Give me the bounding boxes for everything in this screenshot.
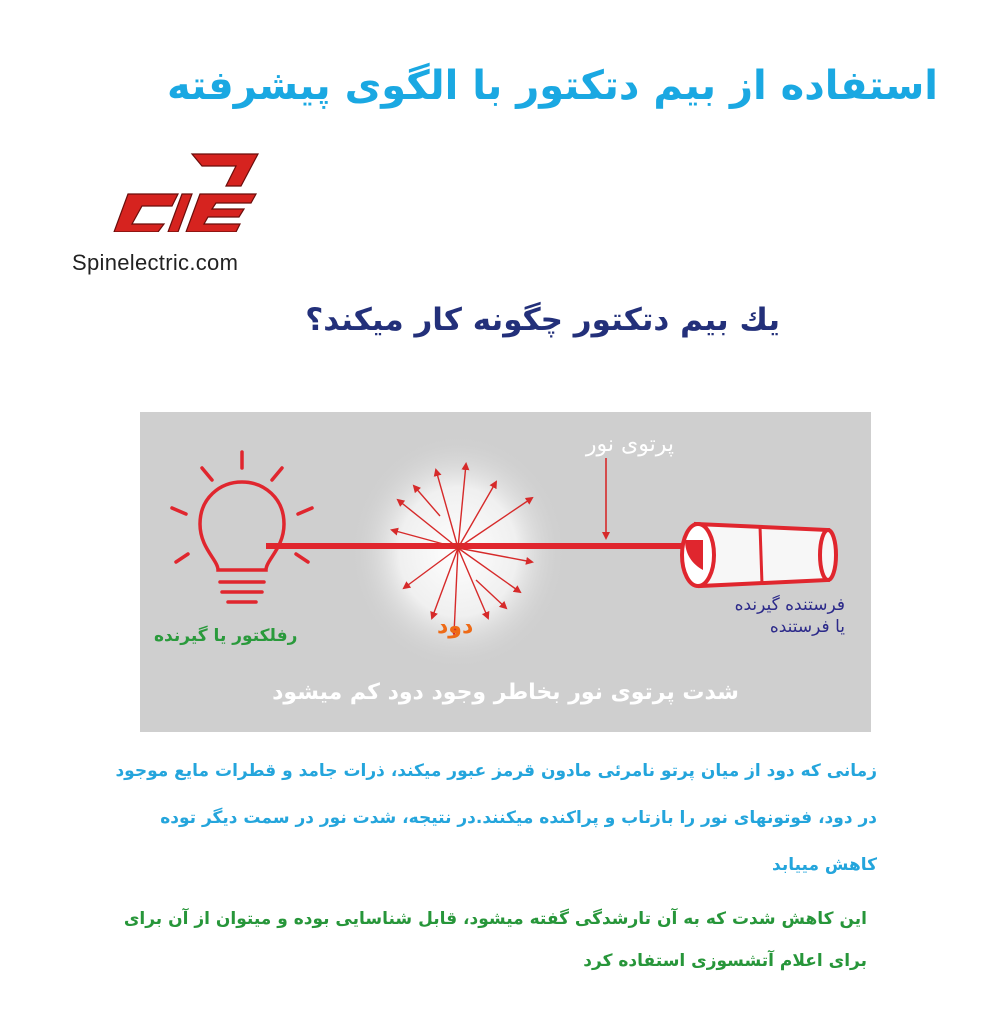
beam-detector-diagram: [140, 412, 871, 732]
beam-label: پرتوی نور: [585, 432, 674, 457]
paragraph-obscuration: [107, 898, 867, 982]
paragraph1-line3: کاهش مییابد: [772, 855, 877, 875]
receiver-label-line1: فرستنده گیرنده: [734, 595, 845, 615]
subtitle: يك بيم دتكتور چگونه كار ميكند؟: [305, 302, 780, 338]
transmitter-receiver-label: [735, 594, 845, 638]
page-title: استفاده از بیم دتکتور با الگوی پیشرفته: [166, 63, 938, 109]
company-logo: [108, 152, 268, 232]
paragraph1-line1: زمانی که دود از میان پرتو نامرئی مادون قرمز عبور میکند، ذرات جامد و قطرات مایع موجود: [115, 761, 877, 781]
paragraph1-line2: در دود، فوتونهای نور را بازتاب و پراکنده میکنند.در نتیجه، شدت نور در سمت دیگر توده: [160, 808, 877, 828]
paragraph-scattering: [117, 748, 877, 889]
paragraph2-line2: برای اعلام آتشسوزی استفاده کرد: [583, 951, 867, 971]
lightbulb-icon: [172, 452, 312, 602]
smoke-label: دود: [437, 614, 474, 639]
reflector-label: رفلکتور یا گیرنده: [154, 626, 298, 646]
paragraph2-line1: این کاهش شدت که به آن تارشدگی گفته میشود، قابل شناسایی بوده و میتوان از آن برای: [123, 909, 867, 929]
receiver-label-line2: یا فرستنده: [769, 617, 845, 637]
website-text: Spinelectric.com: [72, 250, 239, 275]
transmitter-receiver-icon: [682, 524, 836, 586]
intensity-caption: شدت پرتوی نور بخاطر وجود دود کم میشود: [272, 680, 739, 705]
